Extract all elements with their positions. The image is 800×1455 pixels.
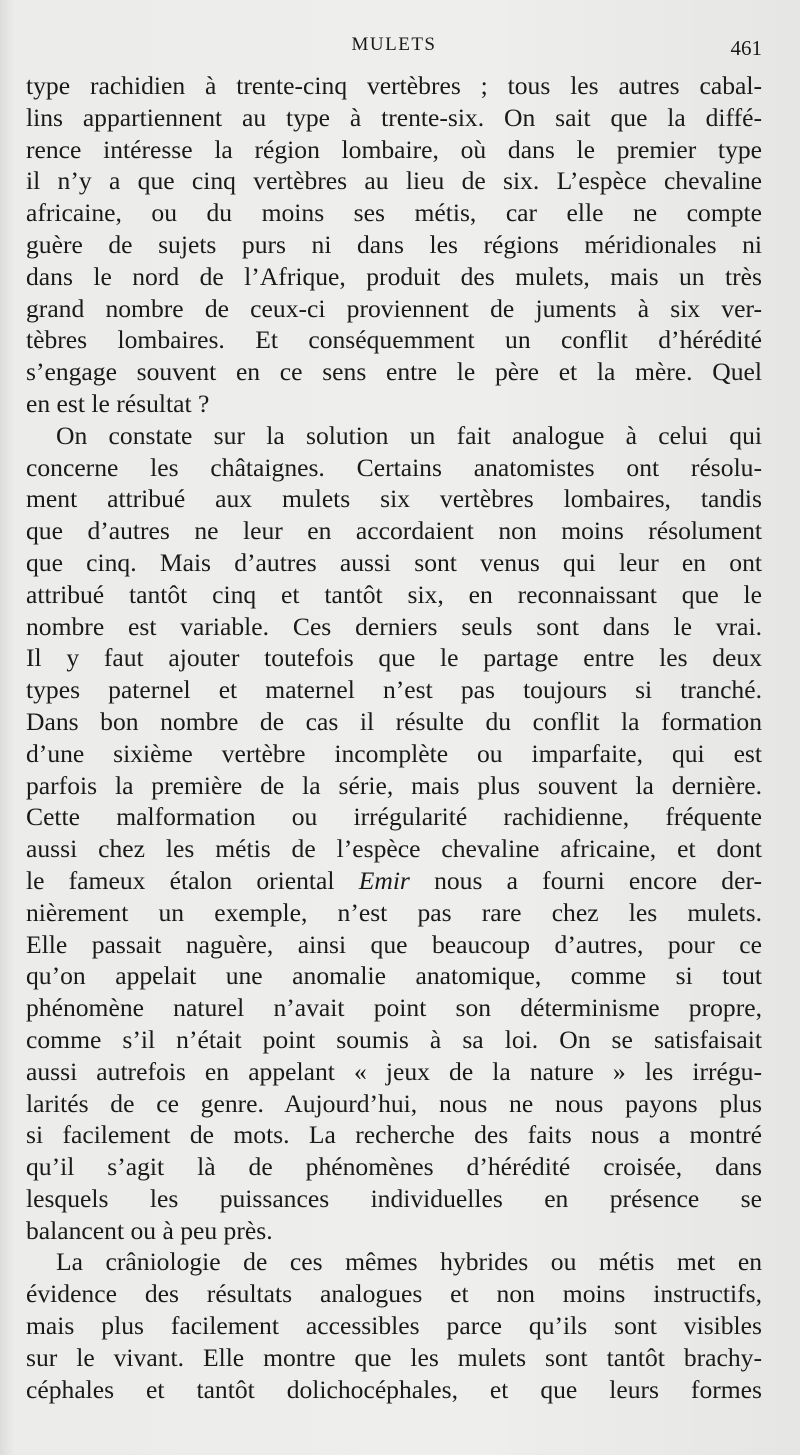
line-text: parfois la première de la série, mais plus souvent la dernière. — [26, 770, 762, 800]
line-text: lins appartiennent au type à trente-six. On sait que la diffé- — [26, 102, 762, 132]
text-line — [26, 1278, 762, 1310]
line-text: Il y faut ajouter toutefois que le partage entre les deux — [26, 643, 762, 673]
text-line — [26, 992, 762, 1024]
text-line — [26, 897, 762, 929]
text-line — [26, 738, 762, 770]
italic-name: Emir — [358, 865, 410, 895]
line-text: attribué tantôt cinq et tantôt six, en reconnaissant que le — [26, 579, 762, 609]
line-text: d’une sixième vertèbre incomplète ou imparfaite, qui est — [26, 738, 762, 768]
paragraph — [26, 70, 762, 420]
line-text: que d’autres ne leur en accordaient non moins résolument — [26, 516, 762, 546]
line-text: nombre est variable. Ces derniers seuls sont dans le vrai. — [26, 611, 762, 641]
line-text: phénomène naturel n’avait point son déterminisme propre, — [26, 993, 762, 1023]
text-line — [26, 324, 762, 356]
line-text: rence intéresse la région lombaire, où dans le premier type — [26, 134, 762, 164]
text-line — [26, 1310, 762, 1342]
line-text: qu’il s’agit là de phénomènes d’hérédité croisée, dans — [26, 1152, 762, 1182]
line-text: céphales et tantôt dolichocéphales, et que leurs formes — [26, 1374, 762, 1404]
running-head: MULETS — [351, 34, 437, 55]
text-line — [26, 102, 762, 134]
line-text: qu’on appelait une anomalie anatomique, comme si tout — [26, 961, 762, 991]
text-line — [26, 388, 762, 420]
line-text: Dans bon nombre de cas il résulte du conflit la formation — [26, 706, 762, 736]
line-text: sur le vivant. Elle montre que les mulets sont tantôt brachy- — [26, 1342, 762, 1372]
text-line — [26, 483, 762, 515]
line-text: aussi chez les métis de l’espèce chevaline africaine, et dont — [26, 834, 762, 864]
line-text: évidence des résultats analogues et non moins instructifs, — [26, 1279, 762, 1309]
line-text: On constate sur la solution un fait analogue à celui qui — [56, 420, 762, 450]
paragraph — [26, 420, 762, 1247]
line-text: africaine, ou du moins ses métis, car elle ne compte — [26, 198, 762, 228]
text-line — [26, 1119, 762, 1151]
line-text: si facilement de mots. La recherche des faits nous a montré — [26, 1120, 762, 1150]
text-line — [26, 197, 762, 229]
text-line — [26, 165, 762, 197]
text-line — [26, 579, 762, 611]
line-text: il n’y a que cinq vertèbres au lieu de six. L’espèce chevaline — [26, 166, 762, 196]
text-line — [26, 261, 762, 293]
line-text: s’engage souvent en ce sens entre le père et la mère. Quel — [26, 357, 762, 387]
text-line — [26, 293, 762, 325]
text-line — [26, 547, 762, 579]
text-line — [26, 770, 762, 802]
text-line — [26, 1374, 762, 1406]
text-line — [26, 642, 762, 674]
text-line — [26, 1342, 762, 1374]
line-text: larités de ce genre. Aujourd’hui, nous ne nous payons plus — [26, 1088, 762, 1118]
text-line — [26, 865, 762, 897]
line-text: le fameux étalon oriental — [26, 865, 359, 895]
line-text-continued: nous a fourni encore der- — [409, 865, 763, 895]
text-line — [26, 1088, 762, 1120]
page-number: 461 — [730, 36, 762, 60]
text-line — [26, 801, 762, 833]
text-line — [26, 1215, 762, 1247]
text-line — [26, 833, 762, 865]
text-line — [26, 134, 762, 166]
line-text: aussi autrefois en appelant « jeux de la nature » les irrégu- — [26, 1056, 762, 1086]
line-text: comme s’il n’était point soumis à sa loi. On se satisfaisait — [26, 1024, 762, 1054]
line-text: guère de sujets purs ni dans les régions méridionales ni — [26, 229, 762, 259]
line-text: Cette malformation ou irrégularité rachidienne, fréquente — [26, 802, 762, 832]
body-text — [26, 70, 762, 1405]
line-text: que cinq. Mais d’autres aussi sont venus qui leur en ont — [26, 547, 762, 577]
line-text: type rachidien à trente-cinq vertèbres ; tous les autres cabal- — [26, 71, 762, 100]
line-text: dans le nord de l’Afrique, produit des mulets, mais un très — [26, 261, 762, 291]
text-line — [26, 515, 762, 547]
text-line — [26, 674, 762, 706]
line-text: mais plus facilement accessibles parce qu’ils sont visibles — [26, 1311, 762, 1341]
text-line — [26, 1024, 762, 1056]
text-line — [26, 1246, 762, 1278]
line-text: La crâniologie de ces mêmes hybrides ou métis met en — [56, 1247, 762, 1277]
text-line — [26, 356, 762, 388]
text-line — [26, 611, 762, 643]
text-line — [26, 929, 762, 961]
text-line — [26, 1183, 762, 1215]
text-line — [26, 229, 762, 261]
line-text: en est le résultat ? — [26, 388, 210, 418]
text-line — [26, 70, 762, 102]
text-line — [26, 420, 762, 452]
text-line — [26, 1151, 762, 1183]
paragraph — [26, 1246, 762, 1405]
line-text: balancent ou à peu près. — [26, 1215, 273, 1245]
line-text: tèbres lombaires. Et conséquemment un conflit d’hérédité — [26, 325, 762, 355]
line-text: Elle passait naguère, ainsi que beaucoup d’autres, pour ce — [26, 929, 762, 959]
page-header — [26, 30, 762, 70]
line-text: nièrement un exemple, n’est pas rare chez les mulets. — [26, 897, 762, 927]
line-text: lesquels les puissances individuelles en présence se — [26, 1183, 762, 1213]
line-text: types paternel et maternel n’est pas toujours si tranché. — [26, 675, 762, 705]
text-line — [26, 452, 762, 484]
line-text: grand nombre de ceux-ci proviennent de juments à six ver- — [26, 293, 762, 323]
text-line — [26, 706, 762, 738]
text-line — [26, 960, 762, 992]
line-text: ment attribué aux mulets six vertèbres lombaires, tandis — [26, 484, 762, 514]
text-line — [26, 1056, 762, 1088]
line-text: concerne les châtaignes. Certains anatomistes ont résolu- — [26, 452, 762, 482]
